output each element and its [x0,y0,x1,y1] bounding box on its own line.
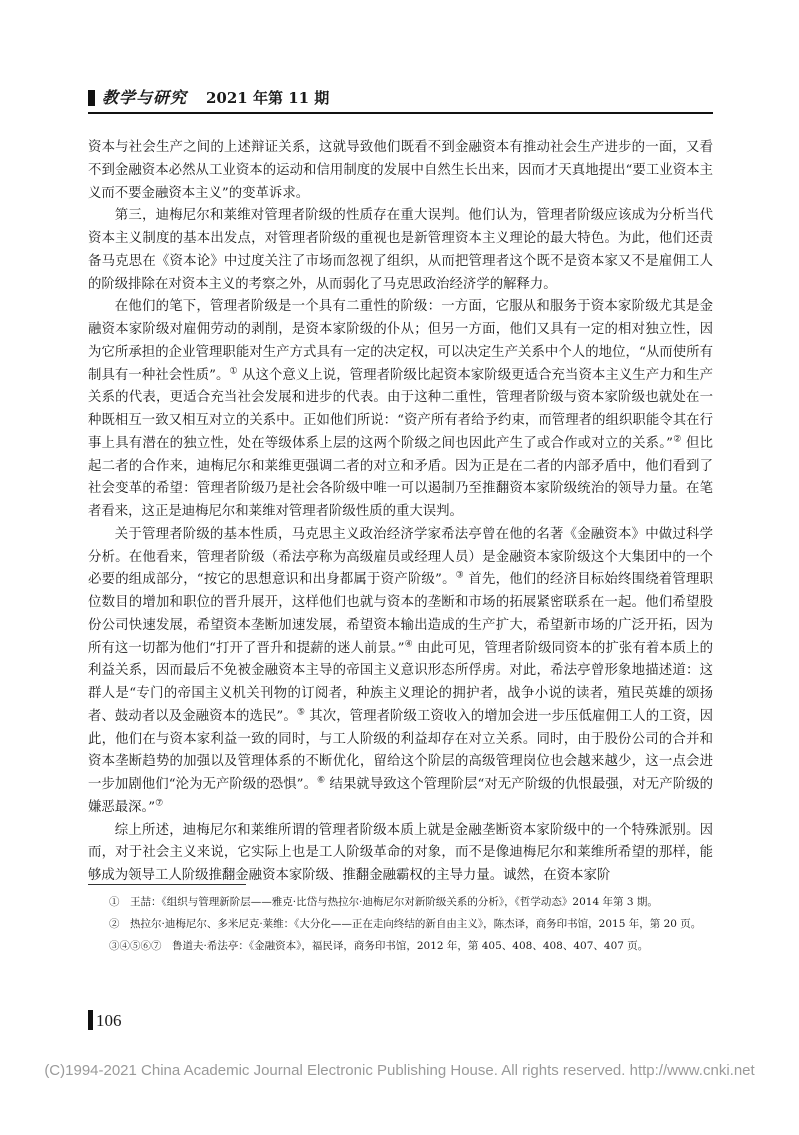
footnote-ref[interactable]: ③ [455,570,464,581]
issue-label: 2021 年第 11 期 [206,89,330,107]
paragraph-text: 关于管理者阶级的基本性质，马克思主义政治经济学家希法亭曾在他的名著《金融资本》中做过科学分析。在他看来，管理者阶级（希法亭称为高级雇员或经理人员）是金融资本家阶级这个大集团中的一个必要的组成部分，“按它的思想意识和出身都属于资产阶级”。 [88,526,713,588]
footnote-item: ② 热拉尔·迪梅尼尔、多米尼克·莱维：《大分化——正在走向终结的新自由主义》，陈杰译，商务印书馆，2015 年，第 20 页。 [109,918,702,930]
footnote-ref[interactable]: ② [673,434,682,445]
footnote-rule [88,884,246,885]
paragraph-text: 综上所述，迪梅尼尔和莱维所谓的管理者阶级本质上就是金融垄断资本家阶级中的一个特殊派别。因而，对于社会主义来说，它实际上也是工人阶级革命的对象，而不是像迪梅尼尔和莱维所希望的那样，能够成为领导工人阶级推翻金融资本家阶级、推翻金融霸权的主导力量。诚然，在资本家阶 [88,822,713,883]
header-rule [88,112,713,114]
paragraph-text: 其次，管理者阶级工资收入的增加会进一步压低雇佣工人的工资，因此，他们在与资本家利益一致的同时，与工人阶级的利益却存在对立关系。同时，由于股份公司的合并和资本垄断趋势的加强以及管理体系的不断优化，留给这个阶层的高级管理岗位也会越来越少，这一点会进一步加剧他们“沦为无产阶级的恐惧”。 [88,708,713,792]
copyright-watermark: (C)1994-2021 China Academic Journal Electronic Publishing House. All rights reserved. http://www.cnki.net [44,1062,755,1079]
footnote-ref[interactable]: ⑥ [317,775,326,786]
footnote-ref[interactable]: ① [229,366,238,377]
body-paragraph [88,296,713,524]
paragraph-text: 但比起二者的合作来，迪梅尼尔和莱维更强调二者的对立和矛盾。因为正是在二者的内部矛盾中，他们看到了社会变革的希望：管理者阶级乃是社会各阶级中唯一可以遏制乃至推翻资本家阶级统治的领导力量。在笔者看来，这正是迪梅尼尔和莱维对管理者阶级性质的重大误判。 [88,435,713,519]
footnote-ref[interactable]: ④ [404,639,413,650]
body-paragraph [88,137,713,205]
page-number: 106 [96,1011,122,1030]
body-paragraph [88,524,713,820]
running-header [88,88,713,110]
header-marker [88,90,95,106]
footnote-item: ① 王喆：《组织与管理新阶层——雅克·比岱与热拉尔·迪梅尼尔对新阶级关系的分析》，《哲学动态》2014 年第 3 期。 [109,896,658,908]
paragraph-text: 第三，迪梅尼尔和莱维对管理者阶级的性质存在重大误判。他们认为，管理者阶级应该成为分析当代资本主义制度的基本出发点，对管理者阶级的重视也是新管理资本主义理论的最大特色。为此，他们还责备马克思在《资本论》中过度关注了市场而忽视了组织，从而把管理者这个既不是资本家又不是雇佣工人的阶级排除在对资本主义的考察之外，从而弱化了马克思政治经济学的解释力。 [88,208,713,292]
footnote-item: ③④⑤⑥⑦ 鲁道夫·希法亭：《金融资本》，福民译，商务印书馆，2012 年，第 405、408、408、407、407 页。 [109,940,649,952]
article-body [88,137,713,888]
paragraph-text: 资本与社会生产之间的上述辩证关系，这就导致他们既看不到金融资本有推动社会生产进步的一面，又看不到金融资本必然从工业资本的运动和信用制度的发展中自然生长出来，因而才天真地提出“要工业资本主义而不要金融资本主义”的变革诉求。 [88,140,713,201]
footnote-ref[interactable]: ⑤ [296,707,305,718]
footnotes [88,893,713,959]
paragraph-text: 在他们的笔下，管理者阶级是一个具有二重性的阶级：一方面，它服从和服务于资本家阶级尤其是金融资本家阶级对雇佣劳动的剥削，是资本家阶级的仆从；但另一方面，他们又具有一定的相对独立性，因为它所承担的企业管理职能对生产方式具有一定的决定权，可以决定生产关系中个人的地位，“从而使所有制具有一种社会性质”。 [88,299,713,383]
page-number-marker [88,1010,93,1030]
paragraph-text: 结果就导致这个管理阶层“对无产阶级的仇恨最强，对无产阶级的嫌恶最深。” [88,777,713,815]
footnote-ref[interactable]: ⑦ [155,798,164,809]
paragraph-text: 从这个意义上说，管理者阶级比起资本家阶级更适合充当资本主义生产力和生产关系的代表，更适合充当社会发展和进步的代表。由于这种二重性，管理者阶级与资本家阶级也就处在一种既相互一致又相互对立的关系中。正如他们所说：“资产所有者给予约束，而管理者的组织职能令其在行事上具有潜在的独立性，处在等级体系上层的这两个阶级之间也因此产生了或合作或对立的关系。” [88,367,713,451]
paragraph-text: 由此可见，管理者阶级同资本的扩张有着本质上的利益关系，因而最后不免被金融资本主导的帝国主义意识形态所俘虏。对此，希法亭曾形象地描述道：这群人是“专门的帝国主义机关刊物的订阅者，种族主义理论的拥护者，战争小说的读者，殖民英雄的颂扬者、鼓动者以及金融资本的选民”。 [88,640,713,724]
body-paragraph [88,205,713,296]
journal-name: 教学与研究 [102,88,188,107]
body-paragraph [88,820,713,888]
paragraph-text: 首先，他们的经济目标始终围绕着管理职位数目的增加和职位的晋升展开，这样他们也就与资本的垄断和市场的拓展紧密联系在一起。他们希望股份公司快速发展，希望资本垄断加速发展，希望资本输出造成的生产扩大，希望新市场的广泛开拓，因为所有这一切都为他们“打开了晋升和提薪的迷人前景。” [88,572,713,656]
